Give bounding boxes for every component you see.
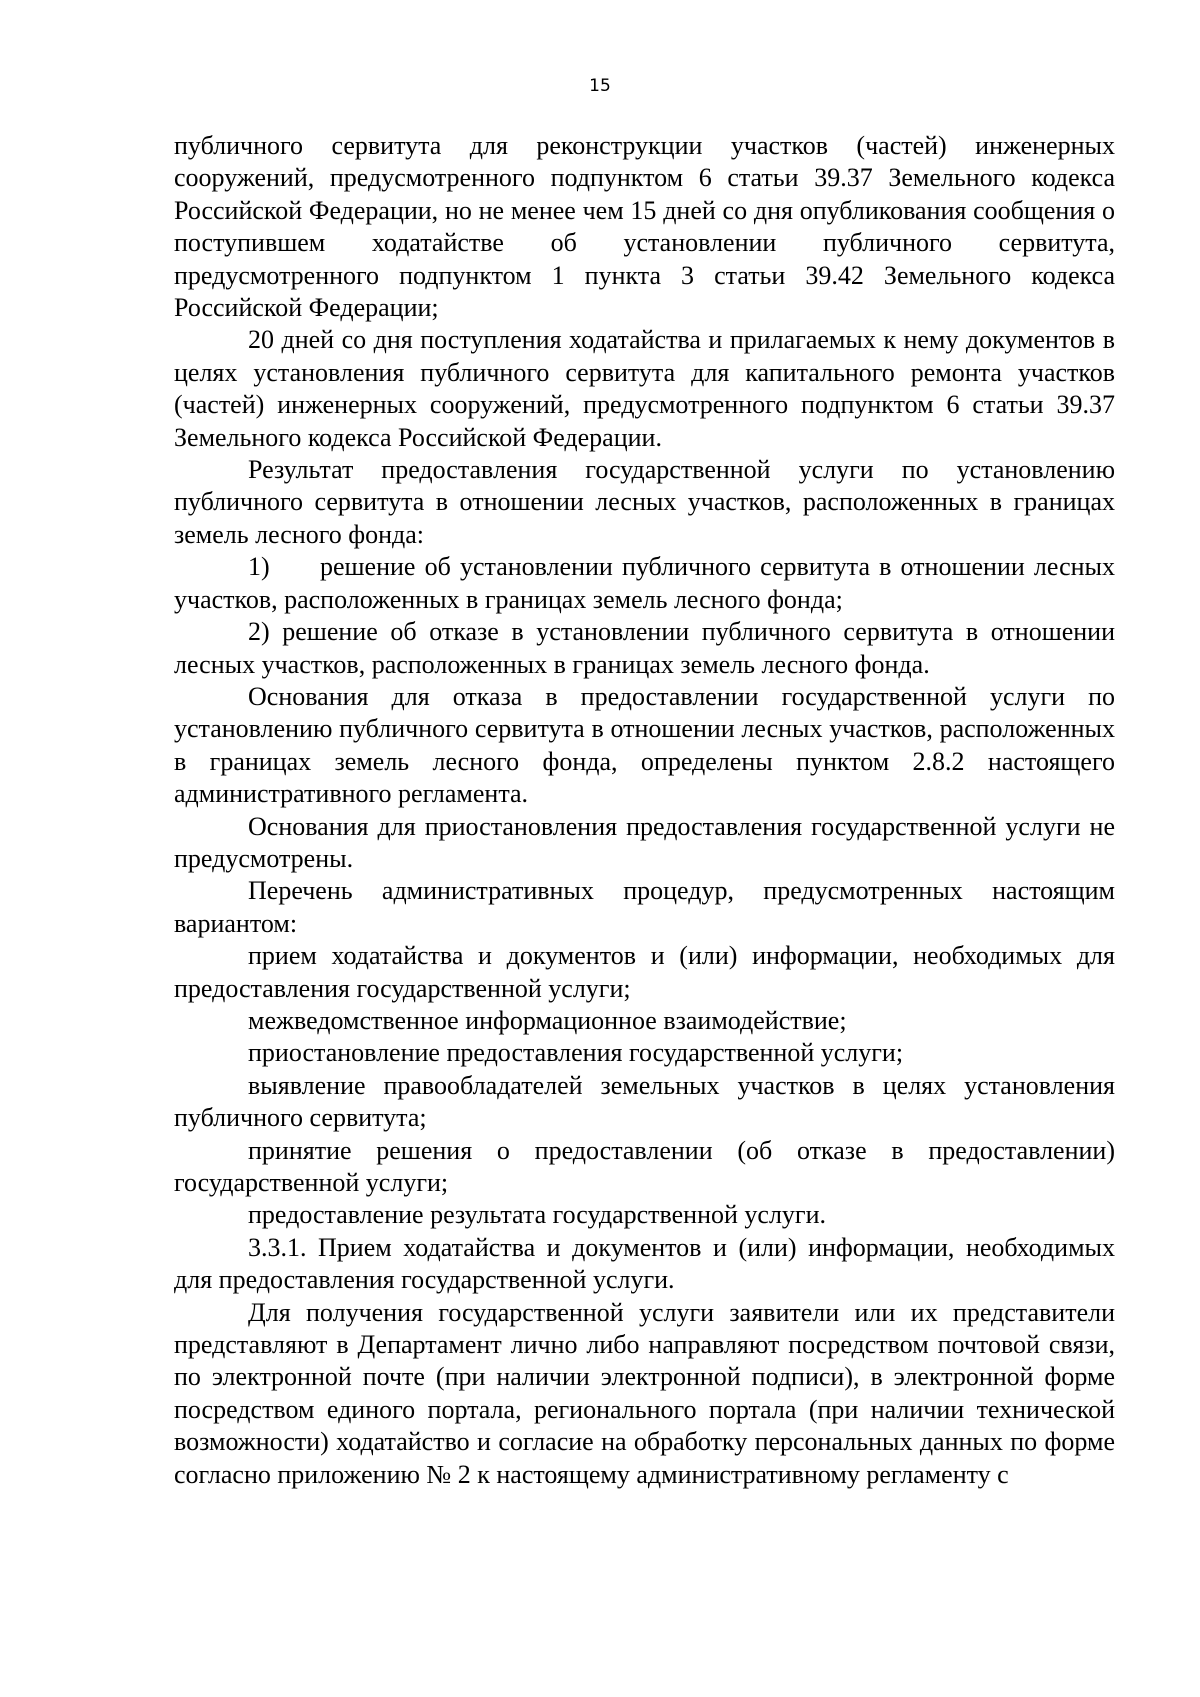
procedure-item-interagency: межведомственное информационное взаимодействие;	[248, 1005, 847, 1035]
procedure-item-rightholders: выявление правообладателей земельных участков в целях установления публичного сервитута;	[174, 1070, 1115, 1133]
paragraph-procedures-intro: Перечень административных процедур, предусмотренных настоящим вариантом:	[174, 876, 1115, 938]
list-item-2: 2) решение об отказе в установлении публичного сервитута в отношении лесных участков, расположенных в границах земель лесного фонда.	[174, 617, 1115, 679]
list-item-number: 1)	[248, 552, 270, 582]
paragraph-suspension-grounds: Основания для приостановления предоставления государственной услуги не предусмотрены.	[174, 811, 1115, 873]
paragraph-refusal-grounds: Основания для отказа в предоставлении государственной услуги по установлению публичного сервитута в отношении лесных участков, расположенных в границах земель лесного фонда, определены пунктом 2.8.2 настоящего административного регламента.	[174, 681, 1115, 809]
procedure-item-result: предоставление результата государственной услуги.	[248, 1200, 827, 1230]
procedure-item-decision: принятие решения о предоставлении (об отказе в предоставлении) государственной услуги;	[174, 1135, 1115, 1197]
paragraph-continuation: публичного сервитута для реконструкции участков (частей) инженерных сооружений, предусмотренного подпунктом 6 статьи 39.37 Земельного кодекса Российской Федерации, но не менее чем 15 дней со дня опубликования сообщения о поступившем ходатайстве об установлении публичного сервитута, предусмотренного подпунктом 1 пункта 3 статьи 39.42 Земельного кодекса Российской Федерации;	[174, 131, 1115, 323]
document-body	[174, 130, 1115, 1491]
procedure-item-suspension: приостановление предоставления государственной услуги;	[248, 1038, 904, 1068]
procedure-item-reception: прием ходатайства и документов и (или) информации, необходимых для предоставления государственной услуги;	[174, 941, 1115, 1003]
paragraph-result-forest: Результат предоставления государственной услуги по установлению публичного сервитута в отношении лесных участков, расположенных в границах земель лесного фонда:	[174, 455, 1115, 549]
list-item-1	[174, 551, 1115, 616]
section-heading-3-3-1: 3.3.1. Прием ходатайства и документов и (или) информации, необходимых для предоставления государственной услуги.	[174, 1232, 1115, 1295]
page-number: 15	[589, 76, 611, 96]
paragraph-application-submission: Для получения государственной услуги заявители или их представители представляют в Департамент лично либо направляют посредством почтовой связи, по электронной почте (при наличии электронной подписи), в электронной форме посредством единого портала, регионального портала (при наличии технической возможности) ходатайство и согласие на обработку персональных данных по форме согласно приложению № 2 к настоящему административному регламенту с	[174, 1297, 1115, 1489]
paragraph-deadline-capital-repair: 20 дней со дня поступления ходатайства и прилагаемых к нему документов в целях установления публичного сервитута для капитального ремонта участков (частей) инженерных сооружений, предусмотренного подпунктом 6 статьи 39.37 Земельного кодекса Российской Федерации.	[174, 325, 1115, 452]
list-item-text: решение об установлении публичного сервитута в отношении лесных участков, расположенных в границах земель лесного фонда;	[174, 552, 1115, 614]
